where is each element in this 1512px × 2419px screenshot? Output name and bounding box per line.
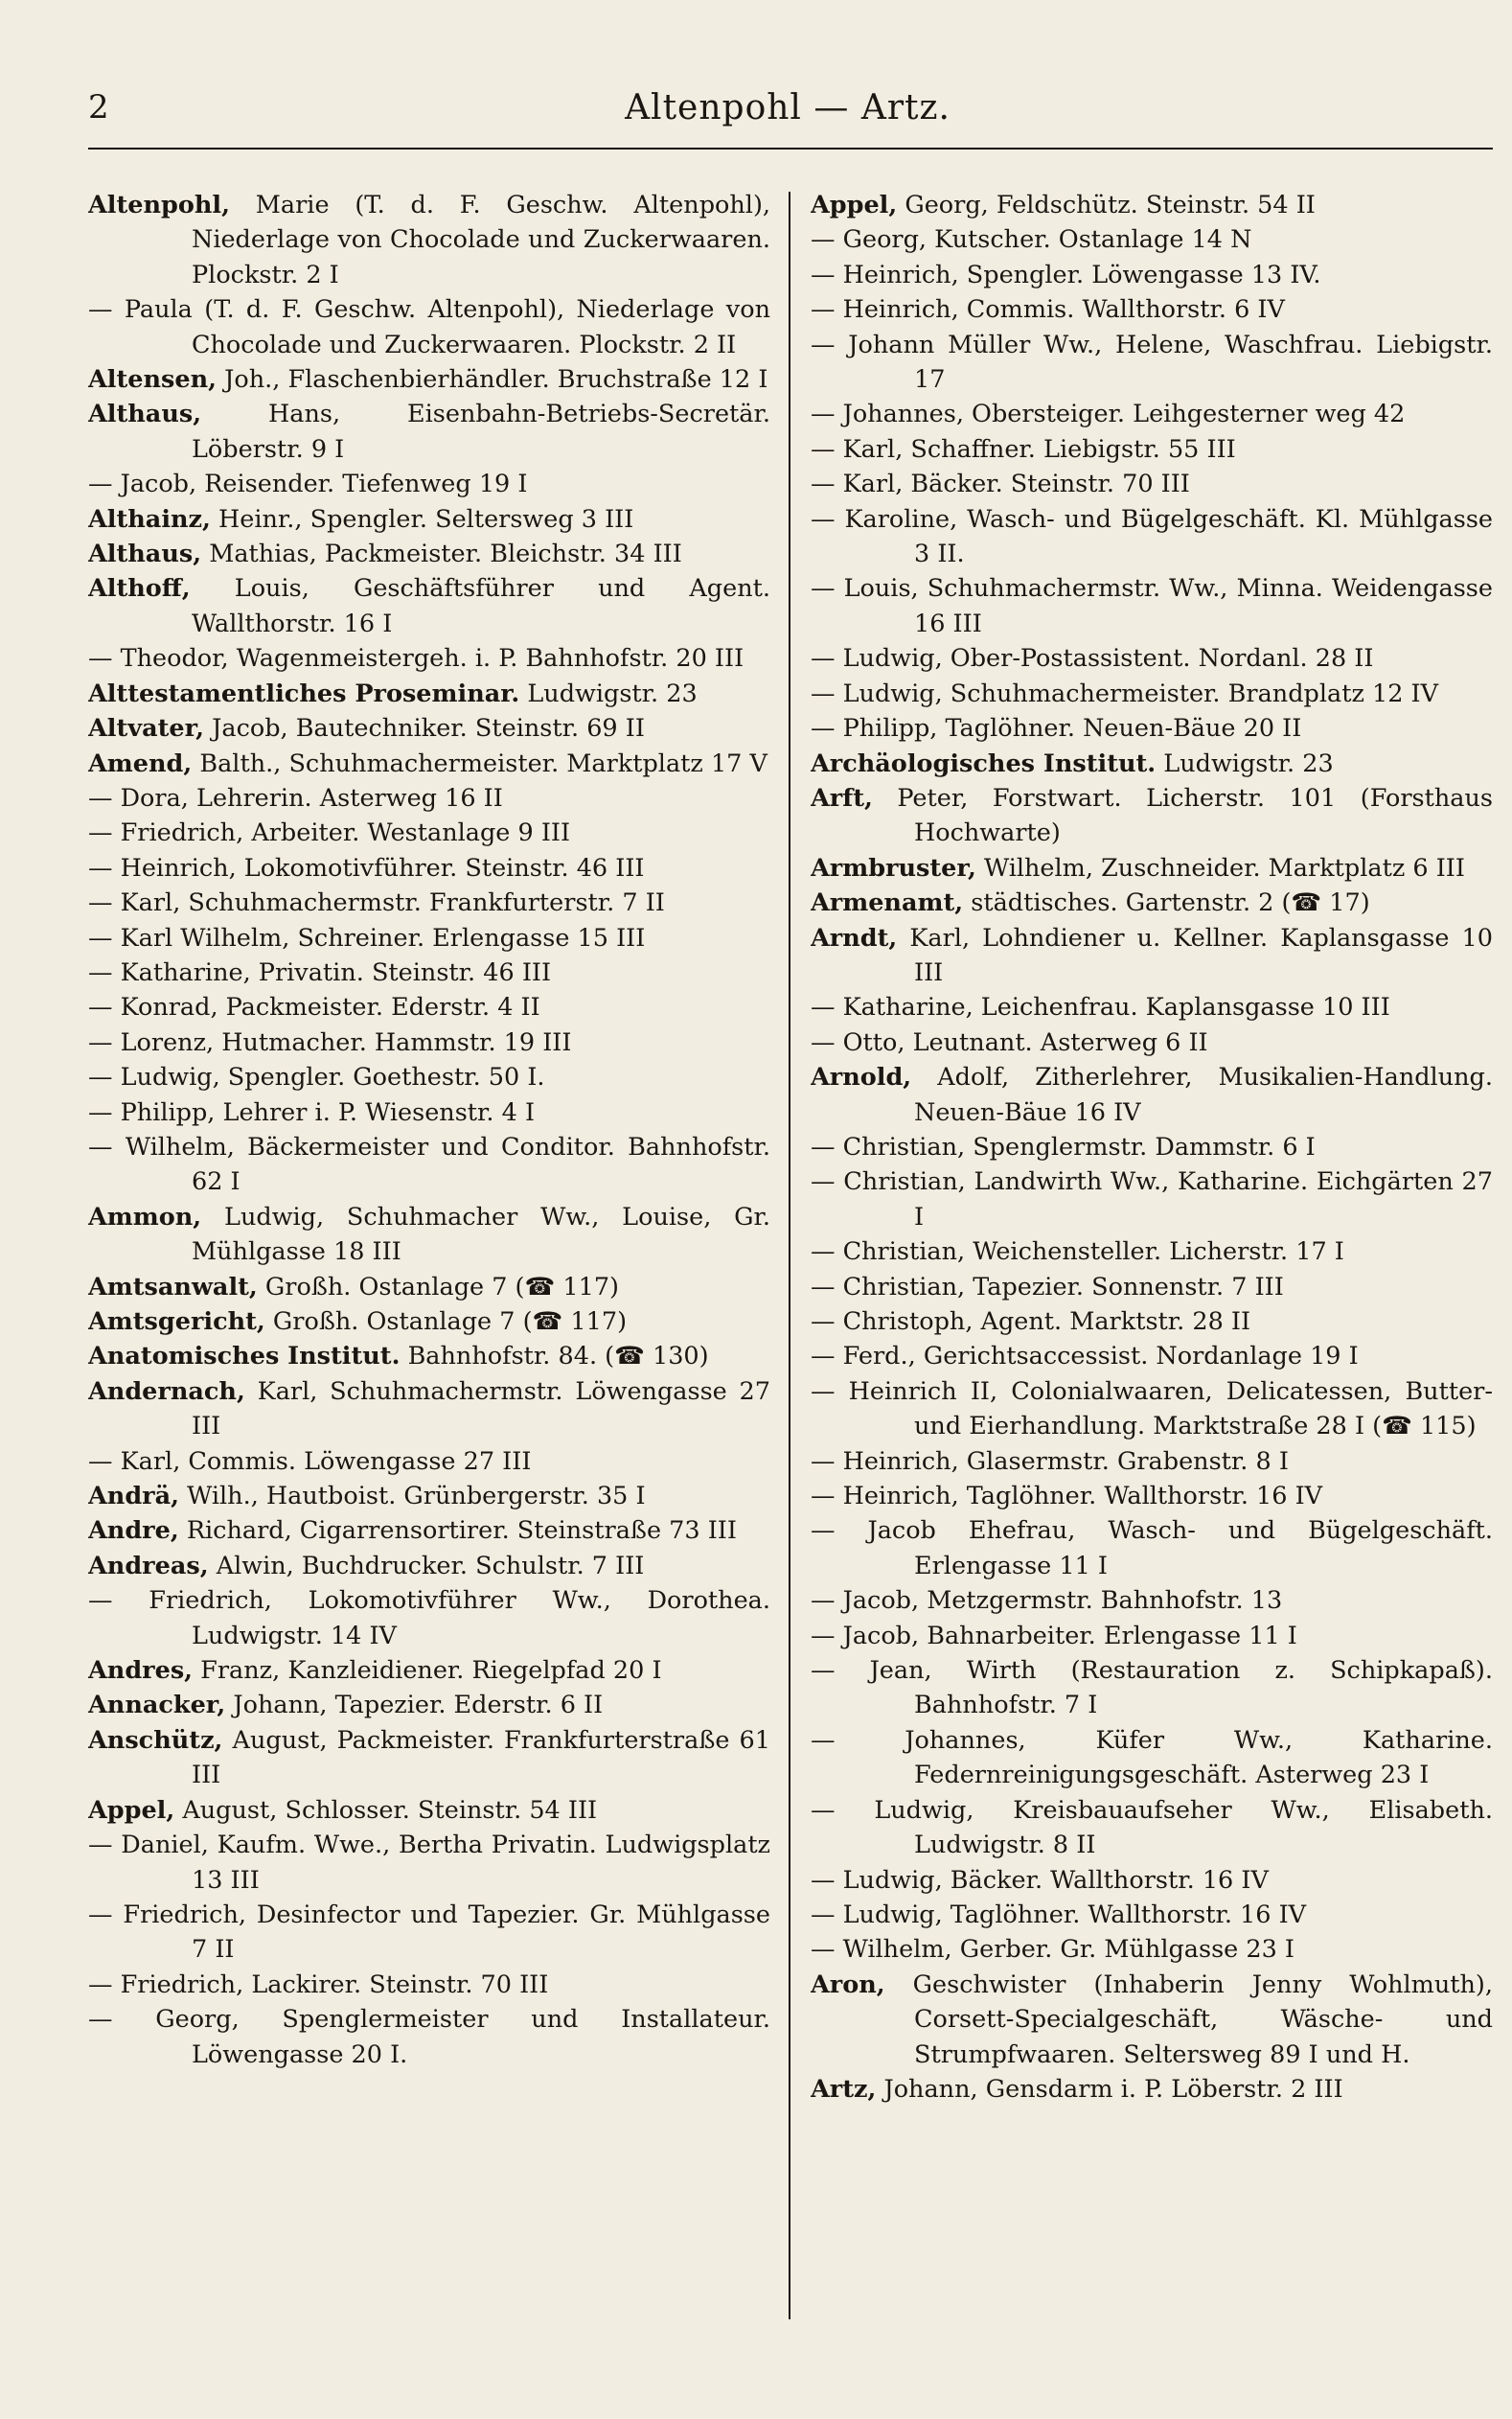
entry-details: — Karoline, Wasch- und Bügelgeschäft. Kl. Mühlgasse 3 II. xyxy=(811,504,1493,569)
directory-entry xyxy=(811,432,1493,467)
entry-surname: Amtsanwalt, xyxy=(88,1272,258,1302)
entry-details: Alwin, Buchdrucker. Schulstr. 7 III xyxy=(216,1551,645,1580)
entry-details: Karl, Schuhmachermstr. Löwengasse 27 III xyxy=(192,1376,770,1441)
entry-details: Bahnhofstr. 84. (☎ 130) xyxy=(407,1342,709,1371)
entry-details: — Jacob, Reisender. Tiefenweg 19 I xyxy=(88,470,528,499)
directory-entry xyxy=(88,1793,770,1828)
entry-surname: Andernach, xyxy=(88,1376,245,1406)
entry-details: Karl, Lohndiener u. Kellner. Kaplansgasse 10 III xyxy=(909,923,1493,987)
entry-details: — Otto, Leutnant. Asterweg 6 II xyxy=(811,1027,1208,1057)
entry-details: — Ludwig, Bäcker. Wallthorstr. 16 IV xyxy=(811,1865,1269,1895)
entry-surname: Amtsgericht, xyxy=(88,1307,265,1336)
directory-entry xyxy=(811,1723,1493,1793)
directory-entry xyxy=(88,886,770,920)
entry-details: August, Packmeister. Frankfurterstraße 61 III xyxy=(192,1725,770,1790)
directory-entry xyxy=(811,1164,1493,1234)
directory-entry xyxy=(88,188,770,292)
entry-surname: Andreas, xyxy=(88,1551,209,1580)
entry-surname: Arft, xyxy=(811,783,873,813)
entry-surname: Altenpohl, xyxy=(88,191,230,219)
entry-details: — Friedrich, Desinfector und Tapezier. Gr. Mühlgasse 7 II xyxy=(88,1900,770,1965)
directory-entry xyxy=(811,1898,1493,1932)
entry-details: — Christoph, Agent. Marktstr. 28 II xyxy=(811,1307,1251,1336)
entry-surname: Artz, xyxy=(811,2074,877,2104)
directory-entry xyxy=(88,1304,770,1339)
entry-surname: Armbruster, xyxy=(811,853,976,883)
directory-entry xyxy=(811,921,1493,991)
directory-entry xyxy=(811,1968,1493,2072)
entry-details: — Christian, Tapezier. Sonnenstr. 7 III xyxy=(811,1272,1284,1302)
directory-entry xyxy=(811,1060,1493,1130)
directory-entry xyxy=(811,781,1493,851)
entry-details: Joh., Flaschenbierhändler. Bruchstraße 12 I xyxy=(224,365,768,395)
entry-surname: Amend, xyxy=(88,749,193,778)
entry-details: — Ludwig, Ober-Postassistent. Nordanl. 28 II xyxy=(811,644,1374,674)
directory-entry xyxy=(88,781,770,816)
entry-details: Heinr., Spengler. Seltersweg 3 III xyxy=(218,504,634,534)
entry-details: — Jacob, Metzgermstr. Bahnhofstr. 13 xyxy=(811,1586,1283,1616)
entry-details: — Heinrich, Taglöhner. Wallthorstr. 16 IV xyxy=(811,1482,1323,1511)
directory-entry xyxy=(811,1025,1493,1060)
entry-details: — Heinrich, Spengler. Löwengasse 13 IV. xyxy=(811,260,1321,289)
entry-details: Ludwigstr. 23 xyxy=(1163,749,1334,778)
directory-entry xyxy=(811,1653,1493,1723)
entry-details: Franz, Kanzleidiener. Riegelpfad 20 I xyxy=(200,1656,662,1686)
directory-entry xyxy=(811,1513,1493,1583)
directory-entry xyxy=(811,571,1493,641)
directory-entry xyxy=(88,1339,770,1373)
entry-details: Ludwigstr. 23 xyxy=(527,679,698,708)
directory-entry xyxy=(88,467,770,501)
directory-entry xyxy=(811,1374,1493,1444)
directory-entry xyxy=(811,2072,1493,2107)
directory-entry xyxy=(811,222,1493,257)
entry-details: Jacob, Bautechniker. Steinstr. 69 II xyxy=(212,714,645,744)
entry-details: — Karl Wilhelm, Schreiner. Erlengasse 15 III xyxy=(88,923,646,953)
directory-entry xyxy=(811,886,1493,920)
entry-surname: Arnold, xyxy=(811,1063,912,1093)
directory-entry xyxy=(88,1549,770,1583)
directory-entry xyxy=(88,1060,770,1094)
directory-entry xyxy=(88,2002,770,2072)
directory-entry xyxy=(88,1374,770,1444)
entry-details: — Karl, Schuhmachermstr. Frankfurterstr. 7 II xyxy=(88,888,665,918)
entry-details: — Wilhelm, Gerber. Gr. Mühlgasse 23 I xyxy=(811,1935,1295,1965)
entry-surname: Andrä, xyxy=(88,1482,179,1511)
entry-details: Johann, Gensdarm i. P. Löberstr. 2 III xyxy=(883,2074,1343,2104)
directory-entry xyxy=(88,292,770,362)
entry-details: — Jacob, Bahnarbeiter. Erlengasse 11 I xyxy=(811,1621,1297,1650)
entry-surname: Anatomisches Institut. xyxy=(88,1342,401,1371)
directory-entry xyxy=(811,711,1493,746)
directory-entry xyxy=(88,1513,770,1548)
directory-entry xyxy=(811,1304,1493,1339)
entry-details: — Katharine, Leichenfrau. Kaplansgasse 10 III xyxy=(811,993,1390,1023)
directory-entry xyxy=(811,1863,1493,1898)
entry-surname: Annacker, xyxy=(88,1691,226,1720)
directory-entry xyxy=(811,747,1493,781)
entry-details: — Ludwig, Kreisbauaufseher Ww., Elisabeth. Ludwigstr. 8 II xyxy=(811,1795,1493,1860)
directory-entry xyxy=(88,571,770,641)
entry-details: — Friedrich, Arbeiter. Westanlage 9 III xyxy=(88,818,571,848)
entry-surname: Aron, xyxy=(811,1970,885,1999)
entry-surname: Anschütz, xyxy=(88,1725,223,1755)
entry-surname: Andres, xyxy=(88,1656,194,1686)
entry-details: Peter, Forstwart. Licherstr. 101 (Forsthaus Hochwarte) xyxy=(897,783,1493,848)
entry-details: — Paula (T. d. F. Geschw. Altenpohl), Niederlage von Chocolade und Zuckerwaaren. Plockstr. 2 II xyxy=(88,295,770,359)
entry-details: — Lorenz, Hutmacher. Hammstr. 19 III xyxy=(88,1027,572,1057)
entry-details: — Louis, Schuhmachermstr. Ww., Minna. Weidengasse 16 III xyxy=(811,574,1493,638)
directory-entry xyxy=(811,1932,1493,1967)
entry-details: — Ludwig, Spengler. Goethestr. 50 I. xyxy=(88,1063,545,1093)
entry-surname: Altensen, xyxy=(88,365,218,395)
directory-entry xyxy=(88,1688,770,1722)
header-rule xyxy=(88,148,1493,150)
entry-details: — Karl, Bäcker. Steinstr. 70 III xyxy=(811,470,1190,499)
directory-entry xyxy=(811,1270,1493,1304)
entry-details: — Friedrich, Lokomotivführer Ww., Dorothea. Ludwigstr. 14 IV xyxy=(88,1586,770,1650)
entry-details: — Johann Müller Ww., Helene, Waschfrau. Liebigstr. 17 xyxy=(811,330,1493,395)
entry-details: Louis, Geschäftsführer und Agent. Wallthorstr. 16 I xyxy=(192,574,770,638)
entry-details: Wilh., Hautboist. Grünbergerstr. 35 I xyxy=(187,1482,646,1511)
entry-details: — Philipp, Taglöhner. Neuen-Bäue 20 II xyxy=(811,714,1302,744)
directory-entry xyxy=(811,1793,1493,1863)
entry-details: — Christian, Weichensteller. Licherstr. 17 I xyxy=(811,1237,1344,1267)
running-title: Altenpohl — Artz. xyxy=(625,88,951,127)
directory-entry xyxy=(88,502,770,537)
entry-details: — Ludwig, Schuhmachermeister. Brandplatz 12 IV xyxy=(811,679,1439,708)
directory-entry xyxy=(811,1619,1493,1653)
entry-details: Geschwister (Inhaberin Jenny Wohlmuth), Corsett-Specialgeschäft, Wäsche- und Strumpfwaaren. Seltersweg 89 I und H. xyxy=(912,1970,1493,2069)
directory-entry xyxy=(811,1234,1493,1269)
directory-entry xyxy=(88,1968,770,2002)
entry-details: Richard, Cigarrensortirer. Steinstraße 73 III xyxy=(186,1516,737,1546)
directory-entry xyxy=(88,1479,770,1513)
directory-entry xyxy=(811,328,1493,398)
directory-entry xyxy=(88,1723,770,1793)
directory-entry xyxy=(88,816,770,850)
entry-surname: Appel, xyxy=(811,191,898,219)
entry-details: Großh. Ostanlage 7 (☎ 117) xyxy=(264,1272,619,1302)
entry-surname: Appel, xyxy=(88,1795,175,1825)
entry-details: — Heinrich, Lokomotivführer. Steinstr. 46 III xyxy=(88,853,645,883)
entry-surname: Ammon, xyxy=(88,1202,202,1232)
entry-details: Adolf, Zitherlehrer, Musikalien-Handlung. Neuen-Bäue 16 IV xyxy=(914,1063,1493,1127)
directory-entry xyxy=(88,1898,770,1968)
directory-entry xyxy=(811,292,1493,327)
directory-entry xyxy=(811,641,1493,676)
directory-entry xyxy=(88,956,770,990)
entry-details: — Karl, Schaffner. Liebigstr. 55 III xyxy=(811,434,1236,464)
directory-entry xyxy=(88,641,770,676)
entry-details: — Johannes, Obersteiger. Leihgesterner weg 42 xyxy=(811,400,1406,429)
entry-details: — Dora, Lehrerin. Asterweg 16 II xyxy=(88,783,503,813)
entry-surname: Arndt, xyxy=(811,923,898,953)
entry-details: — Heinrich, Commis. Wallthorstr. 6 IV xyxy=(811,295,1285,325)
directory-entry xyxy=(88,990,770,1025)
column-separator xyxy=(789,192,790,2319)
directory-entry xyxy=(88,1828,770,1898)
entry-details: Marie (T. d. F. Geschw. Altenpohl), Niederlage von Chocolade und Zuckerwaaren. Plockstr. 2 I xyxy=(192,191,770,289)
directory-entry xyxy=(88,1200,770,1270)
directory-entry xyxy=(811,467,1493,501)
directory-entry xyxy=(88,1025,770,1060)
entry-surname: Andre, xyxy=(88,1516,179,1546)
directory-entry xyxy=(811,1339,1493,1373)
directory-entry xyxy=(811,1444,1493,1479)
directory-entry xyxy=(811,851,1493,886)
directory-entry xyxy=(88,397,770,467)
directory-entry xyxy=(88,677,770,711)
entry-surname: Althaus, xyxy=(88,540,202,569)
directory-entry xyxy=(811,990,1493,1025)
directory-entry xyxy=(88,362,770,397)
entry-details: — Daniel, Kaufm. Wwe., Bertha Privatin. Ludwigsplatz 13 III xyxy=(88,1831,770,1895)
directory-entry xyxy=(88,921,770,956)
directory-entry xyxy=(88,747,770,781)
entry-surname: Althoff, xyxy=(88,574,191,604)
entry-surname: Althainz, xyxy=(88,504,211,534)
entry-details: — Georg, Spenglermeister und Installateur. Löwengasse 20 I. xyxy=(88,2005,770,2069)
entry-details: — Christian, Landwirth Ww., Katharine. Eichgärten 27 I xyxy=(811,1167,1493,1232)
entry-details: — Theodor, Wagenmeistergeh. i. P. Bahnhofstr. 20 III xyxy=(88,644,745,674)
directory-entry xyxy=(811,188,1493,222)
directory-entry xyxy=(88,1583,770,1653)
directory-entry xyxy=(88,711,770,746)
entry-details: — Konrad, Packmeister. Ederstr. 4 II xyxy=(88,993,540,1023)
entry-surname: Altvater, xyxy=(88,714,205,744)
entry-details: — Heinrich II, Colonialwaaren, Delicatessen, Butter- und Eierhandlung. Marktstraße 28 I (☎ 115) xyxy=(811,1376,1493,1441)
directory-entry xyxy=(811,1130,1493,1164)
entry-surname: Althaus, xyxy=(88,400,202,429)
entry-details: Balth., Schuhmachermeister. Marktplatz 17 V xyxy=(199,749,767,778)
entry-details: — Karl, Commis. Löwengasse 27 III xyxy=(88,1446,532,1476)
page-header xyxy=(88,88,1487,150)
entry-details: — Christian, Spenglermstr. Dammstr. 6 I xyxy=(811,1132,1316,1162)
entry-details: Hans, Eisenbahn-Betriebs-Secretär. Löberstr. 9 I xyxy=(192,400,770,464)
directory-entry xyxy=(88,1095,770,1130)
directory-entry xyxy=(811,1479,1493,1513)
directory-entry xyxy=(811,258,1493,292)
directory-entry xyxy=(811,502,1493,572)
directory-entry xyxy=(88,851,770,886)
entry-details: Johann, Tapezier. Ederstr. 6 II xyxy=(233,1691,604,1720)
directory-entry xyxy=(811,397,1493,431)
entry-details: Wilhelm, Zuschneider. Marktplatz 6 III xyxy=(983,853,1465,883)
directory-entry xyxy=(88,1653,770,1688)
entry-surname: Armenamt, xyxy=(811,888,964,918)
entry-details: Mathias, Packmeister. Bleichstr. 34 III xyxy=(209,540,682,569)
page-number: 2 xyxy=(88,88,109,127)
left-column xyxy=(88,188,770,2383)
right-column xyxy=(811,188,1493,2383)
directory-entry xyxy=(88,1444,770,1479)
directory-entry xyxy=(88,1130,770,1200)
entry-details: — Wilhelm, Bäckermeister und Conditor. Bahnhofstr. 62 I xyxy=(88,1132,770,1197)
entry-details: — Jacob Ehefrau, Wasch- und Bügelgeschäft. Erlengasse 11 I xyxy=(811,1516,1493,1580)
entry-details: — Philipp, Lehrer i. P. Wiesenstr. 4 I xyxy=(88,1097,536,1127)
entry-details: — Ludwig, Taglöhner. Wallthorstr. 16 IV xyxy=(811,1900,1307,1929)
entry-details: — Heinrich, Glasermstr. Grabenstr. 8 I xyxy=(811,1446,1289,1476)
entry-surname: Alttestamentliches Proseminar. xyxy=(88,679,520,708)
entry-details: — Jean, Wirth (Restauration z. Schipkapaß). Bahnhofstr. 7 I xyxy=(811,1656,1493,1720)
entry-details: — Johannes, Küfer Ww., Katharine. Federnreinigungsgeschäft. Asterweg 23 I xyxy=(811,1725,1493,1790)
entry-details: städtisches. Gartenstr. 2 (☎ 17) xyxy=(971,888,1370,918)
entry-details: Georg, Feldschütz. Steinstr. 54 II xyxy=(905,191,1316,219)
entry-details: Großh. Ostanlage 7 (☎ 117) xyxy=(272,1307,628,1336)
directory-entry xyxy=(811,1583,1493,1618)
directory-entry xyxy=(88,1270,770,1304)
entry-surname: Archäologisches Institut. xyxy=(811,749,1157,778)
entry-details: — Georg, Kutscher. Ostanlage 14 N xyxy=(811,225,1252,255)
entry-details: August, Schlosser. Steinstr. 54 III xyxy=(182,1795,598,1825)
directory-entry xyxy=(811,677,1493,711)
entry-details: — Friedrich, Lackirer. Steinstr. 70 III xyxy=(88,1970,549,1999)
entry-details: — Katharine, Privatin. Steinstr. 46 III xyxy=(88,957,552,987)
entry-details: Ludwig, Schuhmacher Ww., Louise, Gr. Mühlgasse 18 III xyxy=(192,1202,770,1267)
entry-details: — Ferd., Gerichtsaccessist. Nordanlage 19 I xyxy=(811,1342,1359,1371)
directory-entry xyxy=(88,537,770,571)
